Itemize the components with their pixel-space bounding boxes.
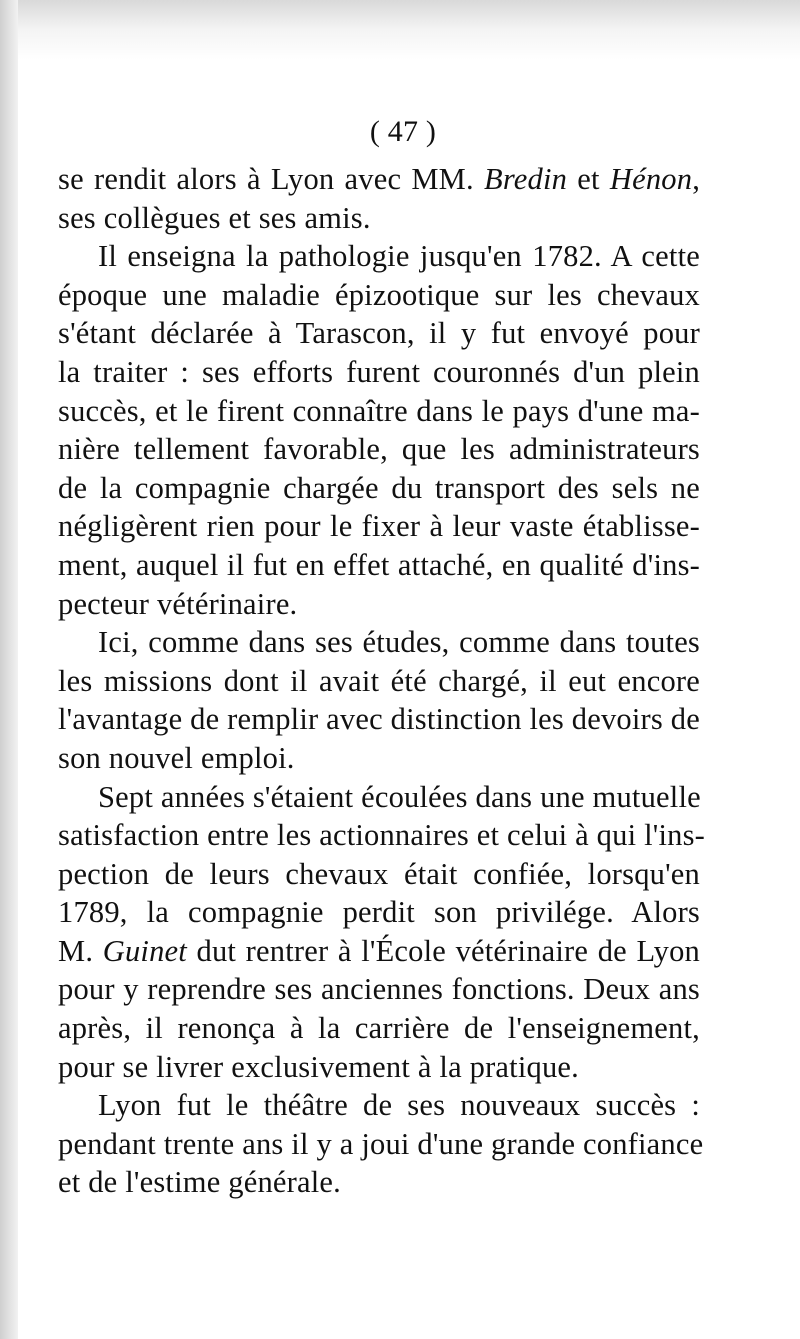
text-line xyxy=(58,932,700,971)
book-page xyxy=(58,110,708,1202)
body-text xyxy=(58,160,708,1202)
text-run: pecteur vétérinaire. xyxy=(58,586,298,621)
text-run: et xyxy=(567,162,610,196)
text-line xyxy=(58,662,700,701)
paragraph xyxy=(58,778,708,1087)
text-line xyxy=(58,700,700,739)
text-line xyxy=(58,276,700,315)
text-run: pection de leurs chevaux était confiée, lorsqu'en xyxy=(58,856,700,891)
page-edge-shadow xyxy=(0,0,18,1339)
text-line xyxy=(58,237,700,276)
text-line xyxy=(58,353,700,392)
paragraph xyxy=(58,623,708,777)
italic-name: Hénon xyxy=(609,162,693,196)
text-run: après, il renonça à la carrière de l'enseignement, xyxy=(58,1011,700,1046)
text-line xyxy=(58,430,700,469)
paragraph xyxy=(58,237,708,623)
text-line xyxy=(58,1048,700,1087)
page-number: ( 47 ) xyxy=(369,115,437,148)
text-run: Sept années s'étaient écoulées dans une mutuelle xyxy=(98,779,701,814)
text-run: et de l'estime générale. xyxy=(58,1165,341,1200)
text-run: , xyxy=(692,162,701,196)
text-line xyxy=(58,1125,704,1164)
text-run: nière tellement favorable, que les administrateurs xyxy=(58,432,700,467)
text-line xyxy=(58,469,700,508)
text-run: les missions dont il avait été chargé, il eut encore xyxy=(58,663,700,698)
paragraph xyxy=(58,1086,708,1202)
text-line xyxy=(58,160,700,199)
text-run: Ici, comme dans ses études, comme dans toutes xyxy=(98,625,700,660)
text-run: se rendit alors à Lyon avec MM. xyxy=(58,162,484,196)
text-run: satisfaction entre les actionnaires et celui à qui l'ins- xyxy=(58,818,706,853)
text-line xyxy=(58,1163,700,1202)
italic-name: Bredin xyxy=(484,162,568,196)
text-line xyxy=(58,739,700,778)
text-line xyxy=(58,1086,700,1125)
text-run: 1789, la compagnie perdit son privilége. Alors xyxy=(58,895,700,930)
text-line xyxy=(58,816,706,855)
text-line xyxy=(58,893,700,932)
text-line xyxy=(58,507,700,546)
text-run: ses collègues et ses amis. xyxy=(58,200,371,235)
text-run: époque une maladie épizootique sur les chevaux xyxy=(58,277,700,312)
text-line xyxy=(58,970,700,1009)
text-run: ment, auquel il fut en effet attaché, en qualité d'ins- xyxy=(58,547,700,582)
text-line xyxy=(58,199,700,238)
paragraph xyxy=(58,160,708,237)
italic-name: Guinet xyxy=(102,933,187,968)
text-run: l'avantage de remplir avec distinction les devoirs de xyxy=(58,702,700,737)
text-run: son nouvel emploi. xyxy=(58,740,295,775)
text-run: pendant trente ans il y a joui d'une grande confiance xyxy=(58,1126,704,1161)
text-run: Il enseigna la pathologie jusqu'en 1782. A cette xyxy=(98,239,700,274)
text-line xyxy=(58,585,700,624)
text-line xyxy=(58,314,700,353)
text-run: s'étant déclarée à Tarascon, il y fut envoyé pour xyxy=(58,316,700,351)
text-line xyxy=(58,623,700,662)
text-run: la traiter : ses efforts furent couronnés d'un plein xyxy=(58,354,700,389)
text-line xyxy=(58,392,700,431)
text-run: Lyon fut le théâtre de ses nouveaux succès : xyxy=(98,1088,700,1123)
text-run: négligèrent rien pour le fixer à leur vaste établisse- xyxy=(58,509,700,544)
text-line xyxy=(58,855,700,894)
text-line xyxy=(58,778,700,817)
text-run: dut rentrer à l'École vétérinaire de Lyon xyxy=(186,933,700,968)
text-run: de la compagnie chargée du transport des sels ne xyxy=(58,470,700,505)
text-run: succès, et le firent connaître dans le pays d'une ma- xyxy=(58,393,700,428)
text-run: pour se livrer exclusivement à la pratique. xyxy=(58,1049,579,1084)
text-line xyxy=(58,1009,700,1048)
text-line xyxy=(58,546,700,585)
text-run: pour y reprendre ses anciennes fonctions. Deux ans xyxy=(58,972,700,1007)
text-run: M. xyxy=(58,933,103,968)
